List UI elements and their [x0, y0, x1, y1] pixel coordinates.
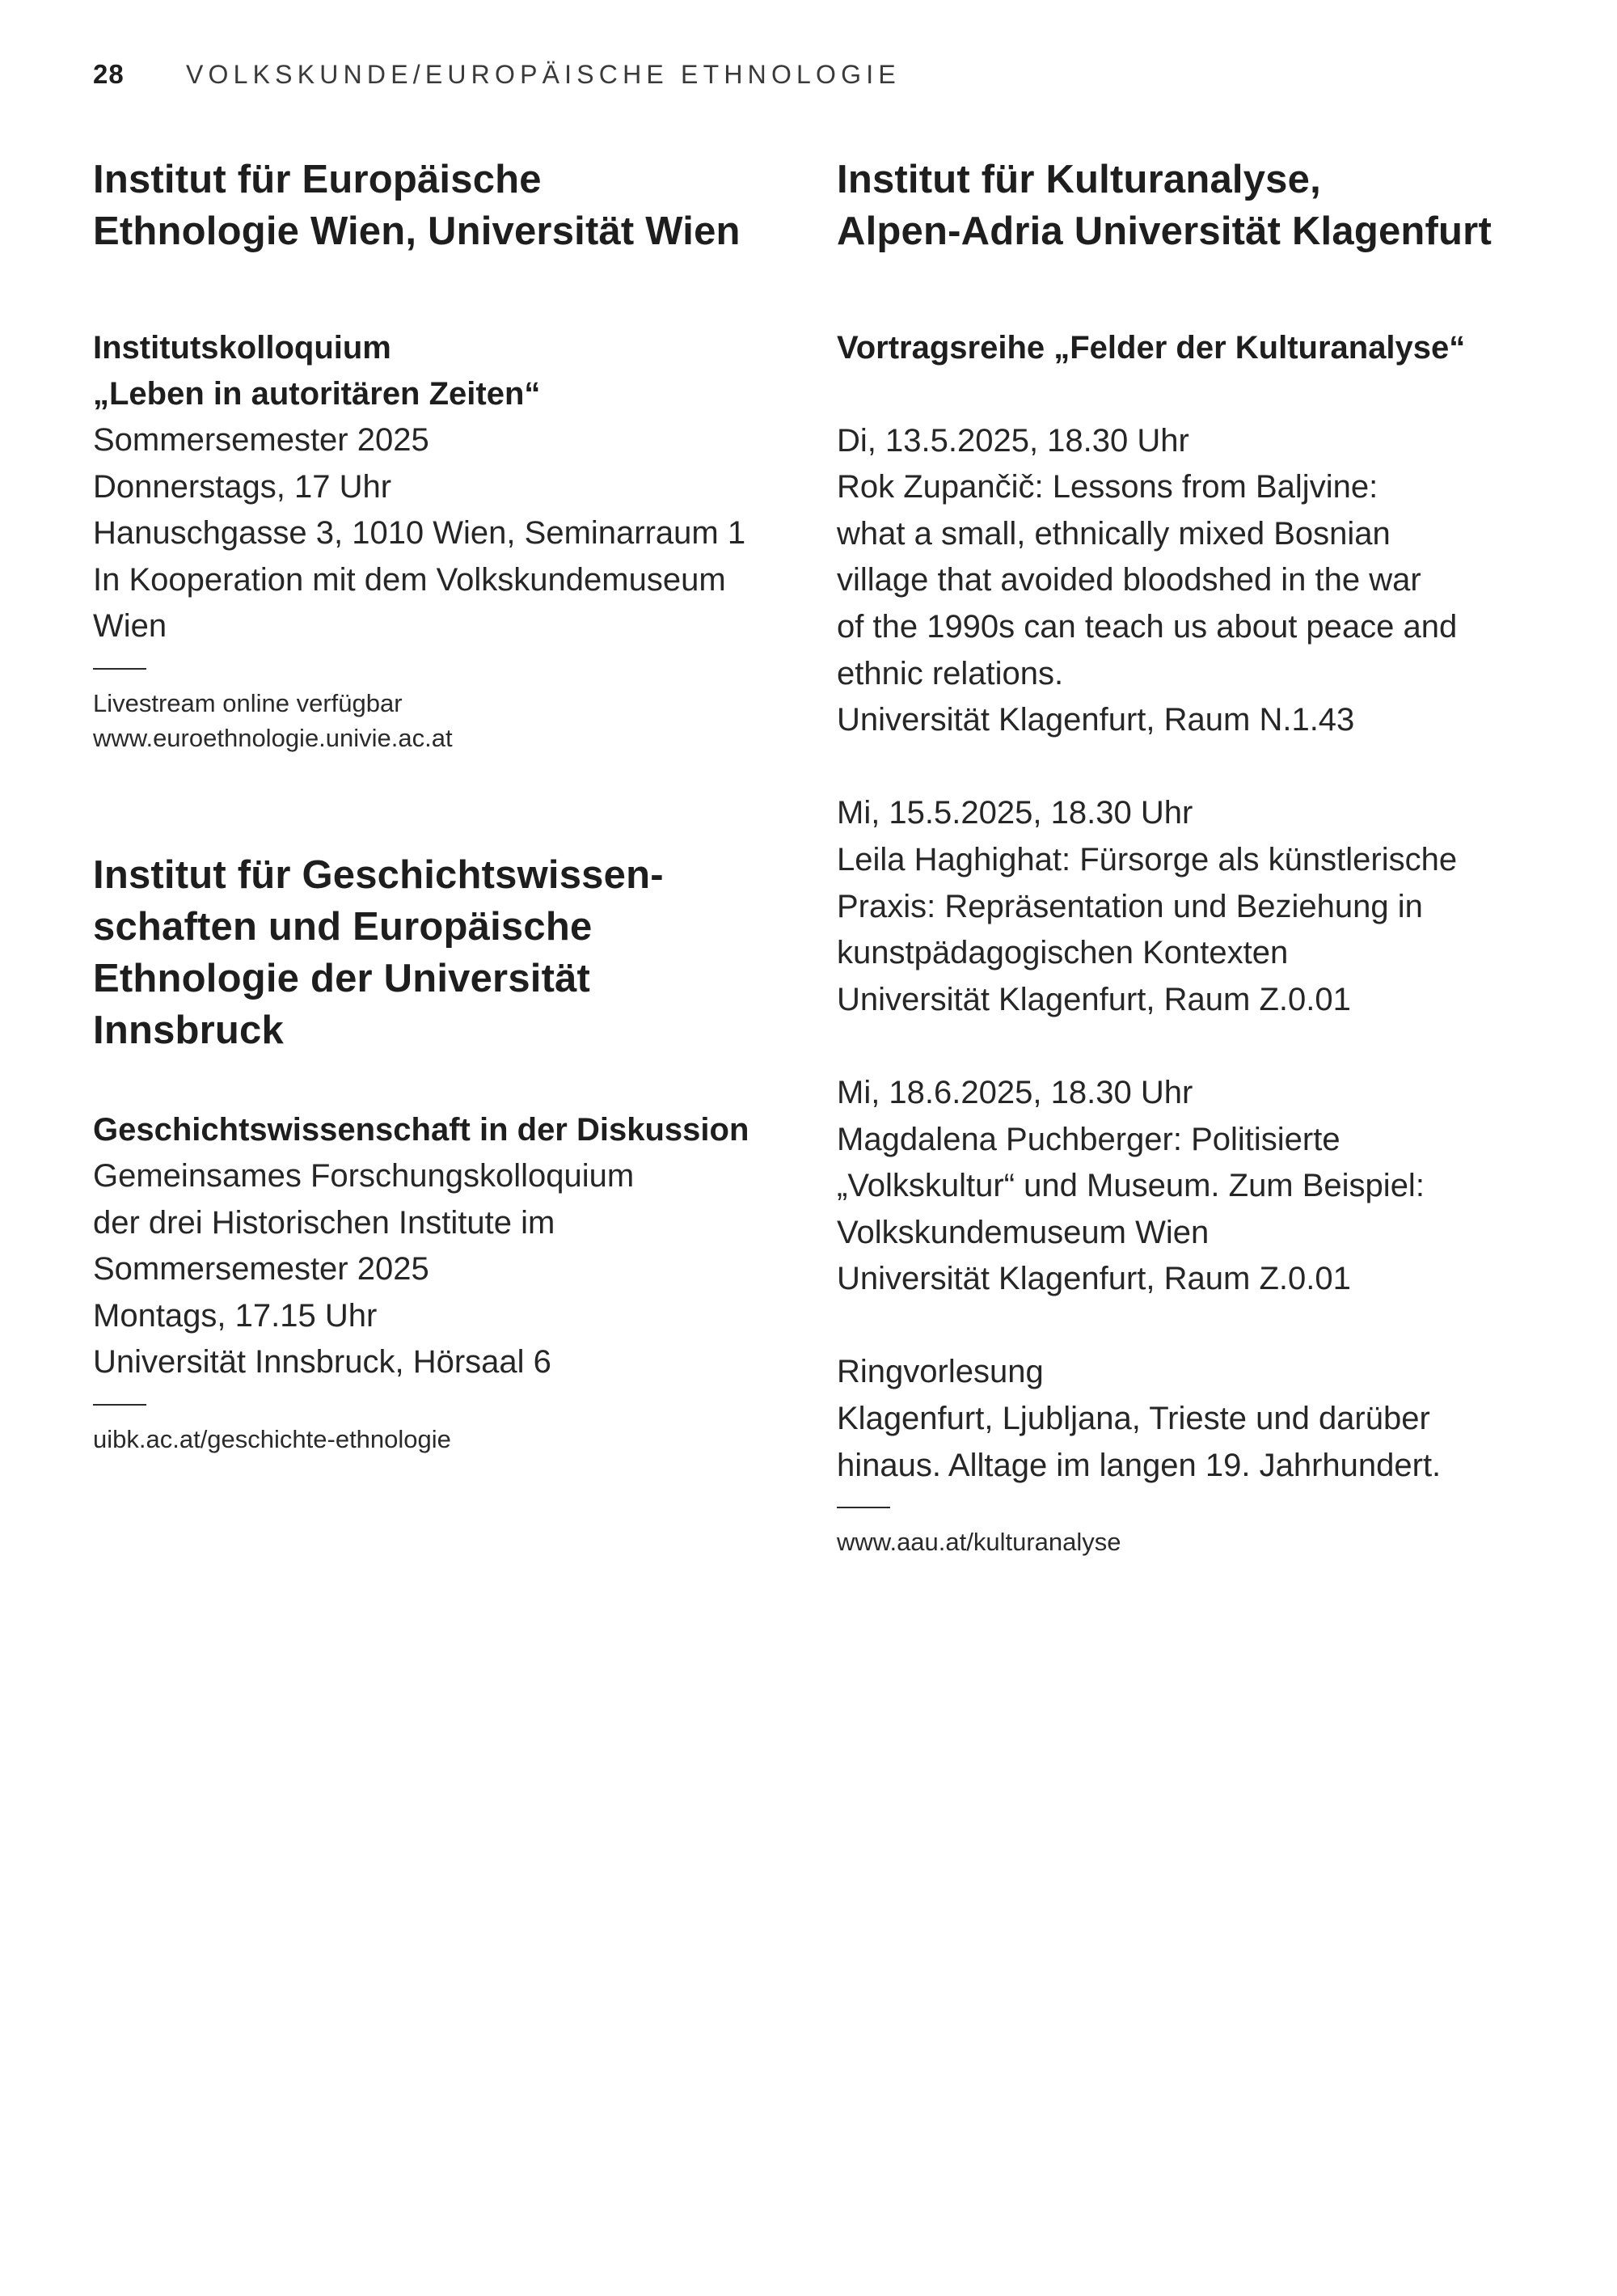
section-klagenfurt: [837, 154, 1581, 1559]
talk-line: Universität Klagenfurt, Raum Z.0.01: [837, 1261, 1351, 1297]
talk-line: „Volkskultur“ und Museum. Zum Beispiel:: [837, 1168, 1425, 1204]
event-detail-line: Gemeinsames Forschungskolloquium: [93, 1157, 635, 1194]
event-detail-line: Universität Innsbruck, Hörsaal 6: [93, 1344, 551, 1381]
event-title-line: Institutskolloquium: [93, 330, 391, 366]
left-column: [93, 154, 788, 1457]
institute-heading-line: schaften und Europäische: [93, 904, 593, 949]
running-title: VOLKSKUNDE/EUROPÄISCHE ETHNOLOGIE: [186, 59, 901, 89]
institute-heading-line: Innsbruck: [93, 1008, 284, 1052]
event-detail-line: Donnerstags, 17 Uhr: [93, 468, 392, 505]
event-detail-line: In Kooperation mit dem Volkskundemuseum: [93, 561, 726, 598]
event-title: Vortragsreihe „Felder der Kulturanalyse“: [837, 330, 1466, 366]
divider: [93, 1404, 146, 1406]
talk-line: Universität Klagenfurt, Raum N.1.43: [837, 702, 1355, 738]
talk-line: Magdalena Puchberger: Politisierte: [837, 1121, 1340, 1157]
talk-line: Ringvorlesung: [837, 1354, 1044, 1390]
event-title: Geschichtswissenschaft in der Diskussion: [93, 1111, 749, 1148]
institute-heading-line: Institut für Kulturanalyse,: [837, 158, 1321, 201]
divider: [837, 1507, 890, 1508]
talk-line: Universität Klagenfurt, Raum Z.0.01: [837, 981, 1351, 1017]
talk-line: Mi, 15.5.2025, 18.30 Uhr: [837, 795, 1193, 831]
talk-line: Mi, 18.6.2025, 18.30 Uhr: [837, 1074, 1193, 1110]
page-header: [93, 57, 901, 92]
divider: [93, 668, 146, 670]
event-detail-line: Montags, 17.15 Uhr: [93, 1297, 378, 1334]
website-link[interactable]: www.aau.at/kulturanalyse: [837, 1528, 1121, 1557]
talk-line: kunstpädagogischen Kontexten: [837, 935, 1289, 971]
event-detail-line: Sommersemester 2025: [93, 1251, 429, 1288]
website-link[interactable]: uibk.ac.at/geschichte-ethnologie: [93, 1424, 451, 1453]
talk-entry: [837, 418, 1581, 744]
talk-line: village that avoided bloodshed in the war: [837, 562, 1421, 598]
event-detail-line: Hanuschgasse 3, 1010 Wien, Seminarraum 1: [93, 515, 746, 552]
talk-entry: [837, 790, 1581, 1023]
event-title-line: „Leben in autoritären Zeiten“: [93, 376, 541, 412]
talk-line: Klagenfurt, Ljubljana, Trieste und darüber: [837, 1401, 1430, 1437]
talk-line: of the 1990s can teach us about peace and: [837, 608, 1458, 645]
talk-line: Rok Zupančič: Lessons from Baljvine:: [837, 469, 1378, 505]
talk-entry: [837, 1070, 1581, 1303]
institute-heading-line: Ethnologie Wien, Universität Wien: [93, 209, 741, 253]
section-wien: [93, 154, 788, 755]
institute-heading-line: Alpen-Adria Universität Klagenfurt: [837, 209, 1492, 253]
institute-heading-line: Institut für Geschichtswissen-: [93, 852, 664, 897]
event-detail-line: der drei Historischen Institute im: [93, 1204, 555, 1241]
talk-line: hinaus. Alltage im langen 19. Jahrhundert.: [837, 1447, 1442, 1483]
institute-heading-line: Ethnologie der Universität: [93, 956, 591, 1000]
talk-line: Volkskundemuseum Wien: [837, 1214, 1210, 1250]
note-line: Livestream online verfügbar: [93, 688, 403, 717]
website-link[interactable]: www.euroethnologie.univie.ac.at: [93, 723, 453, 752]
talk-line: ethnic relations.: [837, 655, 1064, 691]
lecture-series-entry: [837, 1349, 1581, 1489]
institute-heading-line: Institut für Europäische: [93, 158, 542, 201]
talk-line: what a small, ethnically mixed Bosnian: [837, 515, 1391, 552]
talk-line: Praxis: Repräsentation und Beziehung in: [837, 888, 1423, 924]
talk-line: Di, 13.5.2025, 18.30 Uhr: [837, 422, 1189, 459]
page-number: 28: [93, 59, 125, 89]
event-detail-line: Sommersemester 2025: [93, 422, 429, 458]
right-column: [837, 154, 1581, 1559]
section-innsbruck: [93, 849, 788, 1457]
event-detail-line: Wien: [93, 608, 167, 645]
talk-line: Leila Haghighat: Fürsorge als künstlerische: [837, 841, 1458, 877]
